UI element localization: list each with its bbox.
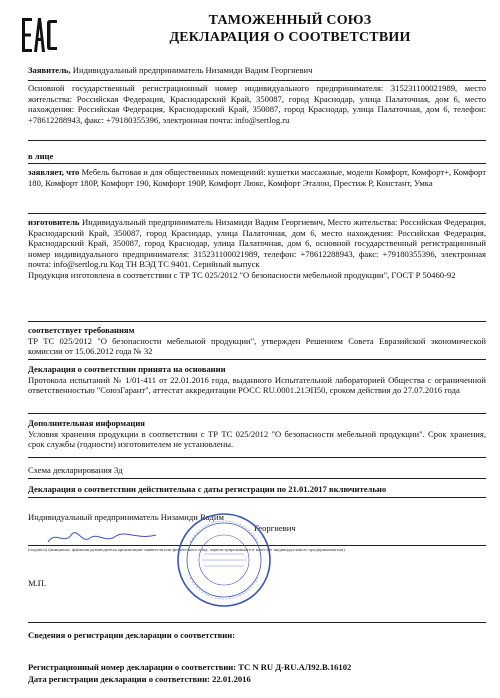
requirements-value: ТР ТС 025/2012 "О безопасности мебельной продукции", утвержден Решением Совета Евразийской экономической комиссии от 15.06.2012 года № 32 <box>28 335 486 357</box>
registration-date-label: Дата регистрации декларации о соответствии: <box>28 674 210 684</box>
mp-label: М.П. <box>28 578 47 588</box>
registration-number-label: Регистрационный номер декларации о соответствии: <box>28 662 237 672</box>
requirements-label: соответствует требованиям <box>28 325 135 335</box>
registration-number-line <box>28 662 486 673</box>
declares-section <box>28 167 486 188</box>
registration-section-label: Сведения о регистрации декларации о соответствии: <box>28 630 236 640</box>
eac-logo <box>20 14 60 56</box>
divider <box>28 140 486 141</box>
requirements-section <box>28 325 486 357</box>
scheme-line: Схема декларирования 3д <box>28 465 123 475</box>
additional-section <box>28 418 486 450</box>
additional-value: Условия хранения продукции в соответствии с ТР ТС 025/2012 "О безопасности мебельной продукции". Срок хранения, срок службы (годности) изготовителем не установлены. <box>28 428 486 450</box>
applicant-value: Индивидуальный предприниматель Низамиди Вадим Георгиевич <box>72 65 313 75</box>
divider <box>28 622 486 623</box>
additional-label: Дополнительная информация <box>28 418 145 428</box>
declares-label: заявляет, что <box>28 167 80 177</box>
title-union: ТАМОЖЕННЫЙ СОЮЗ <box>208 13 372 28</box>
divider <box>28 321 486 322</box>
applicant-label: Заявитель, <box>28 65 71 75</box>
signer-name-line1: Индивидуальный предприниматель Низамиди Вадим <box>28 512 224 522</box>
manufacturer-section <box>28 217 486 281</box>
divider <box>28 213 486 214</box>
signer-name-line2: Георгиевич <box>254 522 296 533</box>
basis-label: Декларация о соответствии принята на основании <box>28 364 226 374</box>
document-title <box>100 12 480 46</box>
manufacturer-label: изготовитель <box>28 217 80 227</box>
divider <box>28 413 486 414</box>
in-person-label: в лице <box>28 151 54 161</box>
basis-value: Протокола испытаний № 1/01-411 от 22.01.2016 года, выданного Испытательной лабораторией Общества с ограниченной ответственностью "СоюзГарант", аттестат аккредитации РОСС RU.0001.21ЭП50, сроком действия до 27.07.2016 года <box>28 374 486 396</box>
divider <box>28 497 486 498</box>
signature-caption: (подпись) (инициалы, фамилия руководителя организации-заявителя или физического лица, зарегистрированного в качестве индивидуального предпринимателя) <box>28 547 345 552</box>
round-stamp <box>176 512 272 608</box>
applicant-line <box>28 65 488 75</box>
registration-number-value: ТС N RU Д-RU.АЛ92.В.16102 <box>238 662 352 672</box>
basis-section <box>28 364 486 396</box>
registration-info: Основной государственный регистрационный номер индивидуального предпринимателя: 315231100021989, место жительства: Российская Федерация, Краснодарский Край, 350087, город Краснодар, улица Палаточная, дом 6, место нахождения: Российская Федерация, Краснодарский Край, 350087, город Краснодар, улица Палаточная, дом 6, телефон: +78612288943, факс: +79180355396, электронная почта: info@sertlog.ru <box>28 83 486 125</box>
declares-value: Мебель бытовая и для общественных помещений: кушетки массажные, модели Комфорт, Комфорт+, Комфорт 180, Комфорт 180Р, Комфорт 190, Комфорт 190Р, Комфорт Люкс, Комфорт Эталон, Престиж Р, Констант, Умка <box>28 167 486 188</box>
title-declaration: ДЕКЛАРАЦИЯ О СООТВЕТСТВИИ <box>169 30 411 45</box>
manufacturer-standard: Продукция изготовлена в соответствии с ТР ТС 025/2012 "О безопасности мебельной продукции", ГОСТ Р 50460-92 <box>28 269 456 280</box>
registration-date-value: 22.01.2016 <box>212 674 251 684</box>
divider <box>28 359 486 360</box>
divider <box>28 80 486 81</box>
divider <box>28 478 486 479</box>
manufacturer-value: Индивидуальный предприниматель Низамиди Вадим Георгиевич, Место жительства: Российская Федерация, Краснодарский Край, 350087, город Краснодар, улица Палаточная, дом 6, место нахождения: Российская Федерация, Краснодарский Край, 350087, город Краснодар, улица Палаточная, дом 6, основной государственный регистрационный номер индивидуального предпринимателя: 315231100021989, телефон: +78612288943, факс: +79180355396, электронная почта: info@sertlog.ru Код ТН ВЭД ТС 9401. Серийный выпуск <box>28 217 486 270</box>
validity-line: Декларация о соответствии действительна с даты регистрации по 21.01.2017 включительно <box>28 484 387 494</box>
divider <box>28 457 486 458</box>
registration-date-line <box>28 674 486 685</box>
divider <box>28 163 486 164</box>
